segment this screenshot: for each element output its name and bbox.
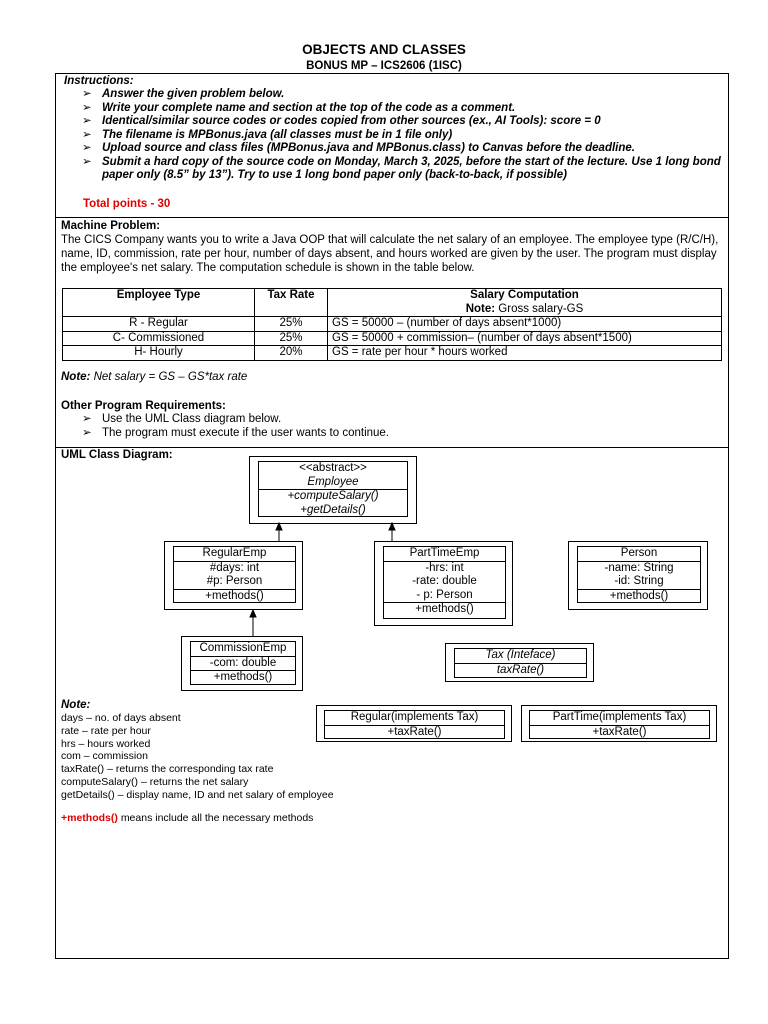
page-title: OBJECTS AND CLASSES — [302, 42, 466, 57]
column-header-tax-rate: Tax Rate — [255, 289, 328, 317]
legend-line: getDetails() – display name, ID and net salary of employee — [61, 788, 334, 801]
uml-interface-tax — [445, 643, 594, 682]
uml-method: +taxRate() — [387, 725, 442, 738]
legend-line: days – no. of days absent — [61, 712, 181, 724]
column-header-salary-computation: Salary Computation Note: Gross salary-GS — [328, 289, 722, 317]
methods-label: +methods() — [61, 812, 118, 824]
uml-class-name: Tax (Inteface) — [485, 649, 556, 661]
list-item: ➢ Use the UML Class diagram below. — [82, 413, 282, 425]
arrowhead-bullet-icon: ➢ — [82, 413, 92, 425]
uml-method: taxRate() — [496, 663, 545, 676]
uml-class-name: PartTime(implements Tax) — [552, 711, 687, 723]
inheritance-arrow-icon — [250, 610, 256, 617]
inheritance-arrow-icon — [389, 523, 395, 530]
column-header-employee-type: Employee Type — [63, 289, 255, 317]
uml-class-regular-tax — [316, 705, 512, 742]
page-subtitle: BONUS MP – ICS2606 (1ISC) — [306, 60, 462, 72]
table-row: H- Hourly 20% GS = rate per hour * hours worked — [63, 346, 722, 361]
uml-class-name: PartTimeEmp — [409, 547, 480, 559]
uml-attribute: -hrs: int — [425, 561, 464, 574]
uml-class-commission-emp — [181, 636, 303, 691]
uml-class-regular-emp — [164, 541, 303, 610]
legend-line: hrs – hours worked — [61, 737, 151, 750]
arrowhead-bullet-icon: ➢ — [82, 128, 92, 141]
machine-problem-heading: Machine Problem: — [61, 220, 161, 232]
arrowhead-bullet-icon: ➢ — [82, 115, 92, 127]
uml-attribute: -name: String — [604, 561, 674, 574]
list-item: ➢ Submit a hard copy of the source code on Monday, March 3, 2025, before the start of the lecture. Use 1 long bond paper only (8.5” by 13”). Try to use 1 long bond paper only (back-to-back, if possible) — [82, 155, 721, 181]
list-item: ➢ Answer the given problem below. — [82, 88, 285, 100]
uml-attribute: - p: Person — [416, 588, 473, 601]
legend-heading: Note: — [61, 699, 91, 711]
methods-note — [61, 812, 313, 825]
uml-class-part-time-emp — [374, 541, 513, 626]
legend-line: com – commission — [61, 750, 148, 763]
arrowhead-bullet-icon: ➢ — [82, 142, 92, 154]
legend-line: rate – rate per hour — [61, 724, 151, 737]
arrowhead-bullet-icon: ➢ — [82, 88, 92, 100]
uml-method: +methods() — [415, 603, 474, 615]
legend-section — [61, 699, 334, 802]
uml-attribute: -com: double — [209, 656, 277, 669]
uml-class-name: Person — [620, 547, 658, 559]
net-salary-note: Note: Net salary = GS – GS*tax rate — [61, 371, 248, 383]
uml-attribute: #days: int — [209, 561, 260, 574]
total-points: Total points - 30 — [83, 197, 171, 210]
uml-heading: UML Class Diagram: — [61, 449, 173, 461]
uml-class-person — [568, 541, 708, 610]
uml-class-name: Employee — [307, 475, 359, 488]
uml-class-name: CommissionEmp — [199, 642, 287, 654]
list-item: ➢ The program must execute if the user wants to continue. — [82, 426, 390, 439]
other-requirements-heading: Other Program Requirements: — [61, 400, 226, 412]
legend-line: computeSalary() – returns the net salary — [61, 775, 249, 788]
table-row: C- Commissioned 25% GS = 50000 + commission– (number of days absent*1500) — [63, 331, 722, 346]
legend-line: taxRate() – returns the corresponding tax rate — [61, 763, 274, 776]
uml-attribute: -rate: double — [412, 575, 477, 587]
uml-stereotype: <<abstract>> — [299, 462, 367, 474]
uml-attribute: -id: String — [614, 575, 664, 587]
uml-class-employee — [249, 456, 417, 524]
list-item: ➢ The filename is MPBonus.java (all classes must be in 1 file only) — [82, 128, 453, 141]
arrowhead-bullet-icon: ➢ — [82, 155, 92, 168]
inheritance-arrow-icon — [276, 523, 282, 530]
arrowhead-bullet-icon: ➢ — [82, 101, 92, 114]
uml-method: +methods() — [213, 671, 273, 683]
uml-method: +getDetails() — [300, 503, 366, 516]
uml-attribute: #p: Person — [206, 575, 263, 587]
uml-class-parttime-tax — [521, 705, 717, 742]
uml-method: +methods() — [205, 589, 264, 602]
machine-problem-text: The CICS Company wants you to write a Java OOP that will calculate the net salary of an employee. The employee type (R/C/H), name, ID, commission, rate per hour, number of days absent, and hours worked are given by the user. The program must display the employee's net salary. The computation schedule is shown in the table below. — [61, 234, 719, 274]
uml-class-name: Regular(implements Tax) — [350, 711, 479, 723]
list-item: ➢ Write your complete name and section at the top of the code as a comment. — [82, 101, 516, 114]
list-item: ➢ Upload source and class files (MPBonus.java and MPBonus.class) to Canvas before the deadline. — [82, 142, 635, 154]
methods-text: means include all the necessary methods — [120, 812, 314, 824]
uml-class-name: RegularEmp — [202, 547, 267, 559]
list-item: ➢ Identical/similar source codes or codes copied from other sources (ex., AI Tools): score = 0 — [82, 115, 601, 127]
table-row: R - Regular 25% GS = 50000 – (number of days absent*1000) — [63, 317, 722, 332]
uml-method: +taxRate() — [592, 725, 647, 738]
arrowhead-bullet-icon: ➢ — [82, 426, 92, 439]
uml-method: +methods() — [609, 589, 669, 602]
uml-method: +computeSalary() — [287, 490, 379, 502]
instructions-heading: Instructions: — [64, 75, 134, 87]
